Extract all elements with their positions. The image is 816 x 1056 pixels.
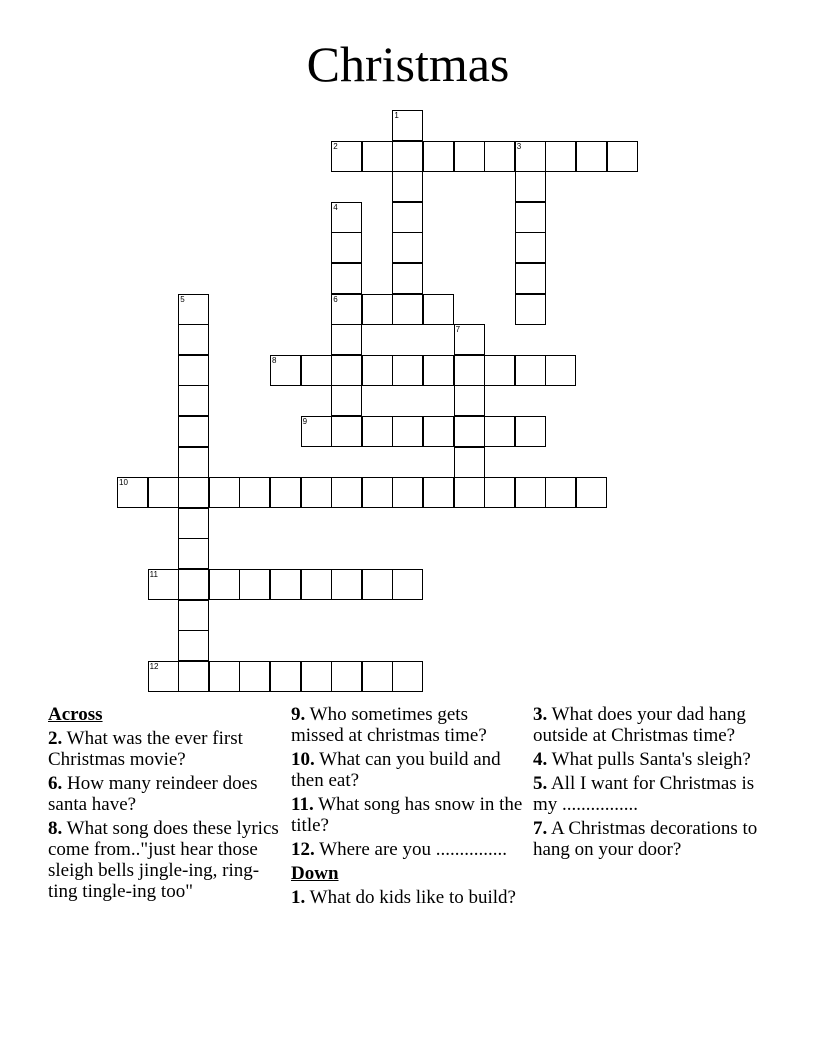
grid-cell[interactable] bbox=[178, 294, 209, 325]
grid-cell[interactable] bbox=[331, 385, 362, 416]
clue-number: 12 bbox=[149, 661, 159, 671]
grid-cell[interactable] bbox=[423, 141, 454, 172]
grid-cell[interactable] bbox=[392, 294, 423, 325]
grid-cell[interactable] bbox=[454, 385, 485, 416]
grid-cell[interactable] bbox=[423, 416, 454, 447]
grid-cell[interactable] bbox=[392, 202, 423, 233]
clue-number: 6 bbox=[333, 294, 338, 304]
grid-cell[interactable] bbox=[331, 294, 362, 325]
grid-cell[interactable] bbox=[484, 355, 515, 386]
grid-cell[interactable] bbox=[148, 661, 179, 692]
clue-number: 1 bbox=[394, 111, 399, 120]
across-clue-2: 2. What was the ever first Christmas movie? bbox=[48, 728, 243, 770]
grid-cell[interactable] bbox=[515, 202, 546, 233]
down-clue-5: 5. All I want for Christmas is my ................ bbox=[533, 773, 755, 815]
grid-cell[interactable] bbox=[576, 477, 607, 508]
clue-column-3 bbox=[533, 704, 768, 863]
grid-cell[interactable] bbox=[607, 141, 638, 172]
clue-number: 3 bbox=[516, 141, 522, 151]
grid-cell[interactable] bbox=[209, 569, 240, 600]
grid-cell[interactable] bbox=[331, 477, 362, 508]
grid-cell[interactable] bbox=[545, 141, 576, 172]
grid-cell[interactable] bbox=[301, 661, 332, 692]
grid-cell[interactable] bbox=[454, 477, 485, 508]
down-clue-1: 1. What do kids like to build? bbox=[291, 887, 516, 908]
grid-cell[interactable] bbox=[331, 232, 362, 263]
grid-cell[interactable] bbox=[423, 294, 454, 325]
grid-cell[interactable] bbox=[454, 324, 485, 355]
grid-cell[interactable] bbox=[178, 538, 209, 569]
clue-number: 8 bbox=[272, 355, 277, 365]
grid-cell[interactable] bbox=[178, 661, 209, 692]
grid-cell[interactable] bbox=[454, 447, 485, 478]
grid-cell[interactable] bbox=[148, 569, 179, 600]
grid-cell[interactable] bbox=[239, 477, 270, 508]
grid-cell[interactable] bbox=[392, 477, 423, 508]
grid-cell[interactable] bbox=[178, 600, 209, 631]
grid-cell[interactable] bbox=[362, 477, 393, 508]
across-clue-9: 9. Who sometimes gets missed at christmas time? bbox=[291, 704, 487, 746]
grid-cell[interactable] bbox=[392, 416, 423, 447]
grid-cell[interactable] bbox=[362, 569, 393, 600]
grid-cell[interactable] bbox=[392, 110, 423, 141]
grid-cell[interactable] bbox=[392, 355, 423, 386]
grid-cell[interactable] bbox=[301, 477, 332, 508]
grid-cell[interactable] bbox=[392, 171, 423, 202]
grid-cell[interactable] bbox=[484, 477, 515, 508]
grid-cell[interactable] bbox=[515, 477, 546, 508]
clue-number: 11 bbox=[149, 570, 158, 579]
grid-cell[interactable] bbox=[270, 569, 301, 600]
down-clue-7: 7. A Christmas decorations to hang on your door? bbox=[533, 818, 758, 860]
clue-column-1 bbox=[48, 704, 283, 905]
grid-cell[interactable] bbox=[301, 569, 332, 600]
grid-cell[interactable] bbox=[362, 141, 393, 172]
grid-cell[interactable] bbox=[515, 141, 546, 172]
grid-cell[interactable] bbox=[362, 661, 393, 692]
grid-cell[interactable] bbox=[331, 569, 362, 600]
puzzle-title: Christmas bbox=[306, 36, 510, 92]
grid-cell[interactable] bbox=[362, 294, 393, 325]
across-heading: Across bbox=[48, 704, 103, 725]
across-clue-12: 12. Where are you ............... bbox=[291, 839, 507, 860]
grid-cell[interactable] bbox=[515, 355, 546, 386]
grid-cell[interactable] bbox=[331, 661, 362, 692]
grid-cell[interactable] bbox=[515, 171, 546, 202]
grid-cell[interactable] bbox=[392, 569, 423, 600]
grid-cell[interactable] bbox=[178, 447, 209, 478]
grid-cell[interactable] bbox=[392, 263, 423, 294]
grid-cell[interactable] bbox=[454, 141, 485, 172]
grid-cell[interactable] bbox=[515, 232, 546, 263]
grid-cell[interactable] bbox=[362, 355, 393, 386]
grid-cell[interactable] bbox=[484, 141, 515, 172]
grid-cell[interactable] bbox=[178, 569, 209, 600]
grid-cell[interactable] bbox=[454, 416, 485, 447]
grid-cell[interactable] bbox=[239, 569, 270, 600]
grid-cell[interactable] bbox=[331, 202, 362, 233]
clue-number: 5 bbox=[180, 294, 185, 304]
grid-cell[interactable] bbox=[423, 477, 454, 508]
clue-number: 4 bbox=[333, 202, 338, 212]
grid-cell[interactable] bbox=[178, 508, 209, 539]
clue-number: 2 bbox=[333, 141, 338, 151]
grid-cell[interactable] bbox=[484, 416, 515, 447]
grid-cell[interactable] bbox=[331, 141, 362, 172]
grid-cell[interactable] bbox=[209, 661, 240, 692]
grid-cell[interactable] bbox=[454, 355, 485, 386]
clue-number: 9 bbox=[302, 417, 308, 426]
grid-cell[interactable] bbox=[270, 477, 301, 508]
grid-cell[interactable] bbox=[178, 355, 209, 386]
down-heading: Down bbox=[291, 863, 339, 884]
grid-cell[interactable] bbox=[331, 416, 362, 447]
grid-cell[interactable] bbox=[178, 630, 209, 661]
grid-cell[interactable] bbox=[545, 355, 576, 386]
grid-cell[interactable] bbox=[331, 355, 362, 386]
grid-cell[interactable] bbox=[178, 416, 209, 447]
grid-cell[interactable] bbox=[301, 355, 332, 386]
down-clue-3: 3. What does your dad hang outside at Christmas time? bbox=[533, 704, 746, 746]
grid-cell[interactable] bbox=[331, 324, 362, 355]
grid-cell[interactable] bbox=[331, 263, 362, 294]
grid-cell[interactable] bbox=[545, 477, 576, 508]
grid-cell[interactable] bbox=[117, 477, 148, 508]
clue-number: 10 bbox=[119, 478, 128, 488]
across-clue-10: 10. What can you build and then eat? bbox=[291, 749, 501, 791]
down-clue-4: 4. What pulls Santa's sleigh? bbox=[533, 749, 751, 770]
grid-cell[interactable] bbox=[301, 416, 332, 447]
grid-cell[interactable] bbox=[392, 141, 423, 172]
grid-cell[interactable] bbox=[178, 477, 209, 508]
grid-cell[interactable] bbox=[148, 477, 179, 508]
grid-cell[interactable] bbox=[576, 141, 607, 172]
across-clue-8: 8. What song does these lyrics come from.."just hear those sleigh bells jingle-ing, ring-ting tingle-ing too" bbox=[48, 818, 279, 902]
grid-cell[interactable] bbox=[515, 263, 546, 294]
grid-cell[interactable] bbox=[178, 385, 209, 416]
clue-column-2 bbox=[291, 704, 523, 911]
grid-cell[interactable] bbox=[362, 416, 393, 447]
grid-cell[interactable] bbox=[515, 294, 546, 325]
grid-cell[interactable] bbox=[392, 232, 423, 263]
grid-cell[interactable] bbox=[239, 661, 270, 692]
grid-cell[interactable] bbox=[423, 355, 454, 386]
clue-number: 7 bbox=[455, 325, 461, 335]
across-clue-6: 6. How many reindeer does santa have? bbox=[48, 773, 258, 815]
grid-cell[interactable] bbox=[392, 661, 423, 692]
grid-cell[interactable] bbox=[270, 355, 301, 386]
grid-cell[interactable] bbox=[515, 416, 546, 447]
grid-cell[interactable] bbox=[209, 477, 240, 508]
grid-cell[interactable] bbox=[178, 324, 209, 355]
grid-cell[interactable] bbox=[270, 661, 301, 692]
across-clue-11: 11. What song has snow in the title? bbox=[291, 794, 523, 836]
